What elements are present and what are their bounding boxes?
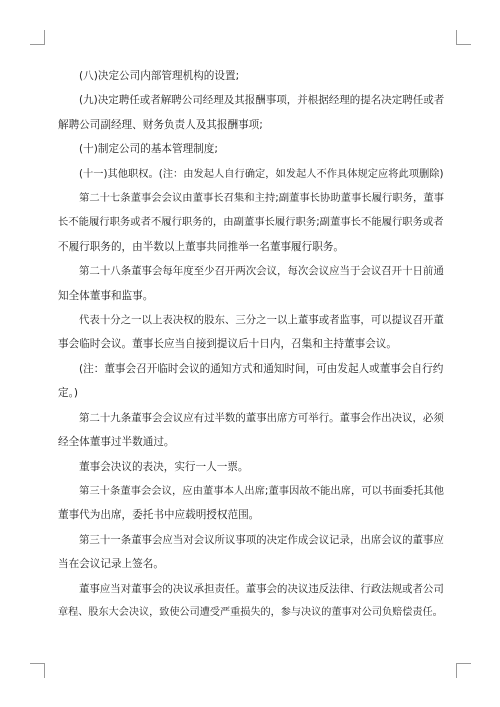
text-line: (九)决定聘任或者解聘公司经理及其报酬事项，并根据经理的提名决定聘任或者: [79, 94, 445, 107]
text-line: 不履行职务的，由半数以上董事共同推举一名董事履行职务。: [58, 240, 345, 253]
text-line: (十一)其他职权。(注：由发起人自行确定，如发起人不作具体规定应将此项删除): [79, 167, 444, 180]
text-line: 董事代为出席，委托书中应载明授权范围。: [58, 509, 260, 522]
text-line: 长不能履行职务或者不履行职务的，由副董事长履行职务;副董事长不能履行职务或者: [58, 216, 444, 229]
text-line: 董事应当对董事会的决议承担责任。董事会的决议违反法律、行政法规或者公司: [79, 582, 444, 595]
text-line: 第二十八条董事会每年度至少召开两次会议，每次会议应当于会议召开十日前通: [79, 265, 444, 278]
text-line: (八)决定公司内部管理机构的设置;: [79, 70, 240, 82]
text-line: (注：董事会召开临时会议的通知方式和通知时间，可由发起人或董事会自行约: [79, 362, 444, 375]
text-line: 章程、股东大会决议，致使公司遭受严重损失的，参与决议的董事对公司负赔偿责任。: [58, 606, 443, 618]
text-line: 第二十九条董事会会议应有过半数的董事出席方可举行。董事会作出决议，必须: [79, 411, 444, 424]
text-line: 代表十分之一以上表决权的股东、三分之一以上董事或者监事，可以提议召开董: [79, 314, 444, 327]
crop-mark-bottom-left: [30, 663, 45, 678]
crop-mark-top-left: [30, 30, 45, 45]
crop-mark-bottom-right: [456, 663, 471, 678]
text-line: (十)制定公司的基本管理制度;: [79, 143, 218, 156]
text-line: 第二十七条董事会会议由董事长召集和主持;副董事长协助董事长履行职务，董事: [79, 192, 444, 205]
text-line: 事会临时会议。董事长应当自接到提议后十日内，召集和主持董事会议。: [58, 338, 397, 351]
text-line: 第三十条董事会会议，应由董事本人出席;董事因故不能出席，可以书面委托其他: [79, 484, 444, 497]
text-line: 当在会议记录上签名。: [58, 558, 164, 571]
crop-mark-top-right: [456, 30, 471, 45]
text-line: 定。): [58, 387, 79, 400]
text-line: 董事会决议的表决，实行一人一票。: [79, 460, 249, 473]
text-line: 解聘公司副经理、财务负责人及其报酬事项;: [58, 118, 263, 131]
text-line: 知全体董事和监事。: [58, 289, 154, 302]
text-line: 第三十一条董事会应当对会议所议事项的决定作成会议记录，出席会议的董事应: [79, 533, 444, 546]
document-body: [58, 64, 444, 625]
text-line: 经全体董事过半数通过。: [58, 436, 175, 449]
